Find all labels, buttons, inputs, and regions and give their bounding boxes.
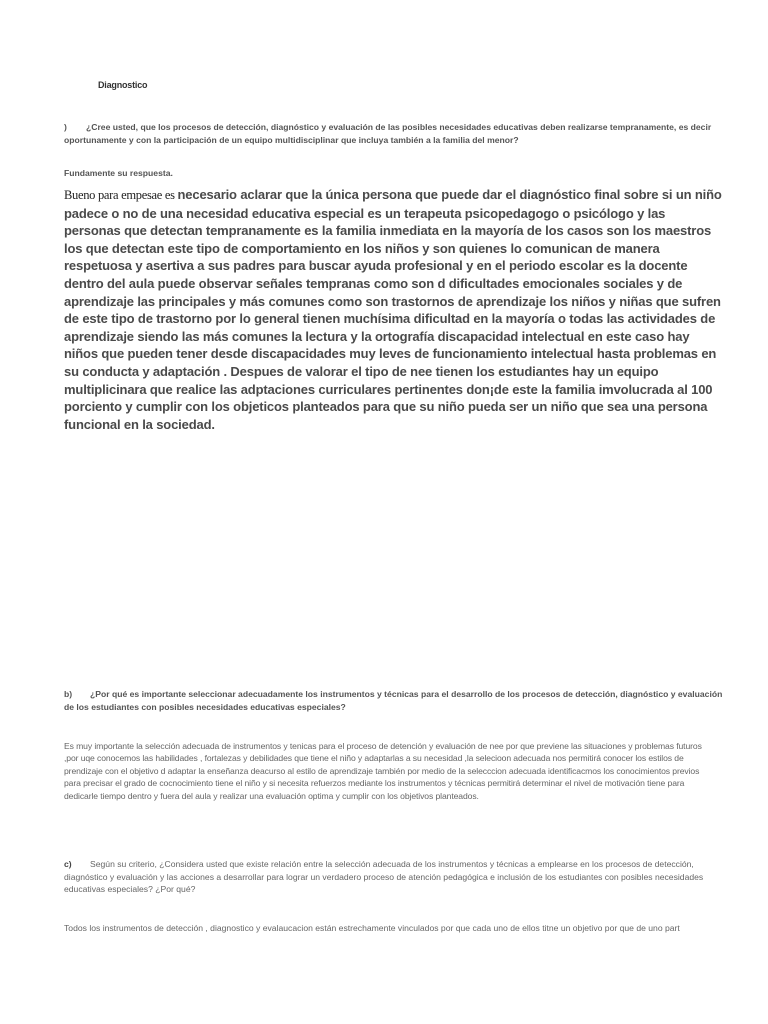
- answer-b: Es muy importante la selección adecuada de instrumentos y tenicas para el proceso de detención y evaluación de nee por que previene las situaciones y problemas futuros ,por uqe conocemos las habilidades , fortalezas y debilidades que tiene el niño y adaptarlas a su necesidad ,la selecioon adecuada nos permitirá conocer los estilos de prendizaje con el objetivo d adaptar la enseñanza deacurso al estilo de aprendizaje también por medio de la selecccion adecuada identificacmos los conocimientos previos para precisar el grado de cocnocimiento tiene el niño y si necesita refuerzos mediante los instrumentos y técnicas permitirá determinar el nivel de motivación tiene para dedicarle tiempo dentro y fuera del aula y realizar una evaluación optima y cumplir con los objetivos planteados.: [64, 741, 702, 801]
- answer-a-opening: Bueno para empesae es: [64, 188, 178, 202]
- question-b-marker: b): [64, 689, 73, 699]
- question-b-text: ¿Por qué es importante seleccionar adecuadamente los instrumentos y técnicas para el desarrollo de los procesos de detección, diagnóstico y evaluación de los estudiantes con posibles necesidades educativas especiales?: [64, 689, 723, 712]
- fundamente-prompt: Fundamente su respuesta.: [64, 168, 173, 178]
- question-a-marker: ): [64, 122, 67, 132]
- answer-a-body: necesario aclarar que la única persona que puede dar el diagnóstico final sobre si un niño padece o no de una necesidad educativa especial es un terapeuta psicopedagogo o psicólogo y las personas que detectan tempranamente es la familia inmediata en la mayoría de los casos son los maestros los que detectan este tipo de comportamiento en los niños y son quienes lo comunican de manera respetuosa y asertiva a sus padres para buscar ayuda profesional y en el periodo escolar es la docente dentro del aula puede observar señales tempranas como son d dificultades emocionales sociales y de aprendizaje las principales y más comunes como son trastornos de aprendizaje los niños y niñas que sufren de este tipo de trastorno por lo general tienen muchísima dificultad en la mayoría o todas las actividades de aprendizaje siendo las más comunes la lectura y la ortografía discapacidad intelectual en este caso hay niños que pueden tener desde discapacidades muy leves de funcionamiento intelectual hasta problemas en su conducta y adaptación . Despues de valorar el tipo de nee tienen los estudiantes hay un equipo multiplicinara que realice las adptaciones curriculares pertinentes don¡de este la familia imvolucrada al 100 porciento y cumplir con los objeticos planteados para que su niño pueda ser un niño que sea una persona funcional en la sociedad.: [64, 187, 722, 432]
- question-c-marker: c): [64, 859, 72, 869]
- answer-a: [64, 186, 724, 433]
- question-c: [64, 858, 724, 896]
- document-title: Diagnostico: [98, 80, 148, 90]
- question-b: [64, 688, 724, 713]
- question-a-text: ¿Cree usted, que los procesos de detección, diagnóstico y evaluación de las posibles necesidades educativas deben realizarse tempranamente, es decir oportunamente y con la participación de un equipo multidisciplinar que incluya también a la familia del menor?: [64, 122, 712, 145]
- question-c-text: Según su criterio, ¿Considera usted que existe relación entre la selección adecuada de los instrumentos y técnicas a emplearse en los procesos de detección, diagnóstico y evaluación y las acciones a desarrollar para lograr un verdadero proceso de atención pedagógica e inclusión de los estudiantes con posibles necesidades educativas especiales? ¿Por qué?: [64, 859, 704, 894]
- question-a: [64, 121, 724, 146]
- answer-c: Todos los instrumentos de detección , diagnostico y evalaucacion están estrechamente vinculados por que cada uno de ellos titne un objetivo por que de uno part: [64, 923, 680, 933]
